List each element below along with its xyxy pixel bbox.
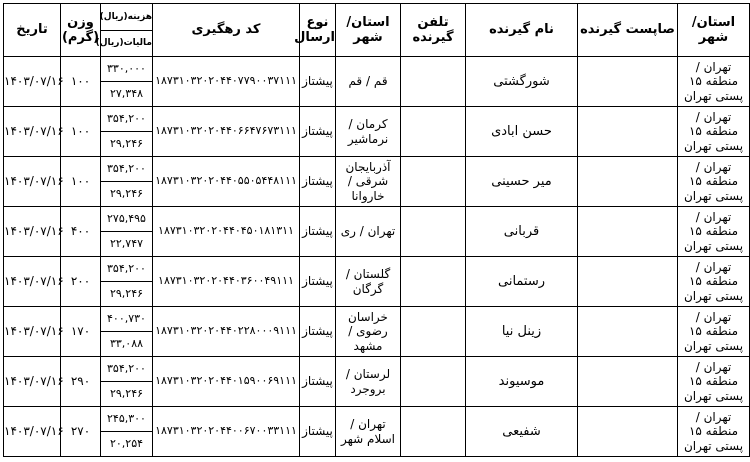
destination-cell: تهران / اسلام شهر [336, 407, 401, 457]
date-cell: ۱۴۰۳/۰۷/۱۶ [4, 357, 61, 407]
header-weight: وزن (گرم) [61, 4, 101, 57]
date-cell: ۱۴۰۳/۰۷/۱۶ [4, 107, 61, 157]
tracking-code-cell: ۱۸۷۳۱۰۳۲۰۲۰۴۴۰۳۶۰۰۴۹۱۱۱ [153, 257, 300, 307]
origin-cell: تهران / منطقه ۱۵ پستی تهران [678, 357, 750, 407]
cost-tax-cell [101, 407, 153, 457]
weight-cell: ۱۰۰ [61, 107, 101, 157]
cost-tax-cell [101, 307, 153, 357]
cost-value: ۳۳۰,۰۰۰ [101, 57, 152, 82]
cost-value: ۳۵۴,۲۰۰ [101, 107, 152, 132]
recipient-name-cell: میر حسینی [466, 157, 578, 207]
recipient-name-cell: شورگشتی [466, 57, 578, 107]
cost-tax-cell [101, 257, 153, 307]
send-type-cell: پیشتاز [300, 207, 336, 257]
cost-tax-cell [101, 357, 153, 407]
sender-postcode-cell [578, 157, 678, 207]
destination-cell: گلستان / گرگان [336, 257, 401, 307]
destination-cell: کرمان / نرماشیر [336, 107, 401, 157]
weight-cell: ۱۰۰ [61, 57, 101, 107]
header-cost: هزینه(ریال) [101, 5, 152, 31]
recipient-name-cell: قربانی [466, 207, 578, 257]
cost-value: ۲۴۵,۳۰۰ [101, 407, 152, 432]
date-cell: ۱۴۰۳/۰۷/۱۶ [4, 407, 61, 457]
tracking-code-cell: ۱۸۷۳۱۰۳۲۰۲۰۴۴۰۵۵۰۵۴۴۸۱۱۱ [153, 157, 300, 207]
sender-postcode-cell [578, 407, 678, 457]
date-cell: ۱۴۰۳/۰۷/۱۶ [4, 57, 61, 107]
cost-value: ۴۰۰,۷۳۰ [101, 307, 152, 332]
tax-value: ۲۹,۲۴۶ [109, 287, 144, 300]
header-send-type: نوع ارسال [300, 4, 336, 57]
header-recipient-phone: تلفن گیرنده [401, 4, 466, 57]
recipient-phone-cell [401, 107, 466, 157]
recipient-phone-cell [401, 407, 466, 457]
cost-value: ۳۵۴,۲۰۰ [101, 357, 152, 382]
sender-postcode-cell [578, 107, 678, 157]
origin-cell: تهران / منطقه ۱۵ پستی تهران [678, 307, 750, 357]
cost-value: ۳۵۴,۲۰۰ [101, 157, 152, 182]
table-row [4, 157, 750, 207]
date-cell: ۱۴۰۳/۰۷/۱۶ [4, 207, 61, 257]
cost-tax-cell [101, 107, 153, 157]
table-row [4, 357, 750, 407]
sender-postcode-cell [578, 57, 678, 107]
recipient-phone-cell [401, 307, 466, 357]
send-type-cell: پیشتاز [300, 307, 336, 357]
recipient-name-cell: رستمانی [466, 257, 578, 307]
tracking-code-cell: ۱۸۷۳۱۰۳۲۰۲۰۴۴۰۰۶۷۰۰۳۳۱۱۱ [153, 407, 300, 457]
date-cell: ۱۴۰۳/۰۷/۱۶ [4, 307, 61, 357]
sender-postcode-cell [578, 207, 678, 257]
recipient-name-cell: موسیوند [466, 357, 578, 407]
table-row [4, 257, 750, 307]
tracking-code-cell: ۱۸۷۳۱۰۳۲۰۲۰۴۴۰۴۵۰۱۸۱۳۱۱ [153, 207, 300, 257]
origin-cell: تهران / منطقه ۱۵ پستی تهران [678, 57, 750, 107]
send-type-cell: پیشتاز [300, 157, 336, 207]
sender-postcode-cell [578, 357, 678, 407]
table-row [4, 407, 750, 457]
table-row [4, 307, 750, 357]
tracking-code-cell: ۱۸۷۳۱۰۳۲۰۲۰۴۴۰۱۵۹۰۰۶۹۱۱۱ [153, 357, 300, 407]
tax-value: ۲۹,۲۴۶ [109, 187, 144, 200]
cost-tax-cell [101, 207, 153, 257]
recipient-phone-cell [401, 207, 466, 257]
recipient-phone-cell [401, 357, 466, 407]
cost-value: ۳۵۴,۲۰۰ [101, 257, 152, 282]
origin-cell: تهران / منطقه ۱۵ پستی تهران [678, 407, 750, 457]
weight-cell: ۲۹۰ [61, 357, 101, 407]
table-row [4, 107, 750, 157]
tracking-code-cell: ۱۸۷۳۱۰۳۲۰۲۰۴۴۰۷۷۹۰۰۳۷۱۱۱ [153, 57, 300, 107]
origin-cell: تهران / منطقه ۱۵ پستی تهران [678, 107, 750, 157]
weight-cell: ۱۰۰ [61, 157, 101, 207]
destination-cell: آذربایجان شرقی / خاروانا [336, 157, 401, 207]
sender-postcode-cell [578, 257, 678, 307]
weight-cell: ۲۷۰ [61, 407, 101, 457]
tax-value: ۲۹,۲۴۶ [109, 137, 144, 150]
date-cell: ۱۴۰۳/۰۷/۱۶ [4, 157, 61, 207]
recipient-phone-cell [401, 57, 466, 107]
send-type-cell: پیشتاز [300, 357, 336, 407]
recipient-name-cell: شفیعی [466, 407, 578, 457]
destination-cell: لرستان / بروجرد [336, 357, 401, 407]
date-cell: ۱۴۰۳/۰۷/۱۶ [4, 257, 61, 307]
recipient-name-cell: زینل نیا [466, 307, 578, 357]
recipient-name-cell: حسن ابادی [466, 107, 578, 157]
origin-cell: تهران / منطقه ۱۵ پستی تهران [678, 157, 750, 207]
header-date: تاریخ [4, 4, 61, 57]
header-cost-tax [95, 4, 153, 57]
tracking-code-cell: ۱۸۷۳۱۰۳۲۰۲۰۴۴۰۲۲۸۰۰۰۹۱۱۱ [153, 307, 300, 357]
tax-value: ۲۰,۲۵۴ [109, 437, 144, 450]
cost-tax-cell [101, 57, 153, 107]
header-row [4, 4, 750, 57]
sender-postcode-cell [578, 307, 678, 357]
origin-cell: تهران / منطقه ۱۵ پستی تهران [678, 207, 750, 257]
weight-cell: ۲۰۰ [61, 257, 101, 307]
weight-cell: ۱۷۰ [61, 307, 101, 357]
tax-value: ۲۷,۳۴۸ [109, 87, 144, 100]
destination-cell: خراسان رضوی / مشهد [336, 307, 401, 357]
send-type-cell: پیشتاز [300, 257, 336, 307]
recipient-phone-cell [401, 257, 466, 307]
table-row [4, 207, 750, 257]
recipient-phone-cell [401, 157, 466, 207]
tax-value: ۳۳,۰۸۸ [109, 337, 144, 350]
origin-cell: تهران / منطقه ۱۵ پستی تهران [678, 257, 750, 307]
tax-value: ۲۲,۷۴۷ [109, 237, 144, 250]
destination-cell: قم / قم [336, 57, 401, 107]
table-row [4, 57, 750, 107]
send-type-cell: پیشتاز [300, 57, 336, 107]
destination-cell: تهران / ری [336, 207, 401, 257]
send-type-cell: پیشتاز [300, 407, 336, 457]
header-tracking-code: کد رهگیری [153, 4, 300, 57]
header-destination: استان/ شهر [336, 4, 401, 57]
header-sender-postcode: صاپست گیرنده [578, 4, 678, 57]
header-origin: استان/ شهر [678, 4, 750, 57]
tracking-code-cell: ۱۸۷۳۱۰۳۲۰۲۰۴۴۰۶۶۴۷۶۷۳۱۱۱ [153, 107, 300, 157]
cost-tax-cell [101, 157, 153, 207]
weight-cell: ۴۰۰ [61, 207, 101, 257]
cost-value: ۲۷۵,۴۹۵ [101, 207, 152, 232]
send-type-cell: پیشتاز [300, 107, 336, 157]
tax-value: ۲۹,۲۴۶ [109, 387, 144, 400]
header-recipient-name: نام گیرنده [466, 4, 578, 57]
header-tax: مالیات(ریال) [95, 37, 152, 48]
shipments-table [3, 3, 750, 457]
